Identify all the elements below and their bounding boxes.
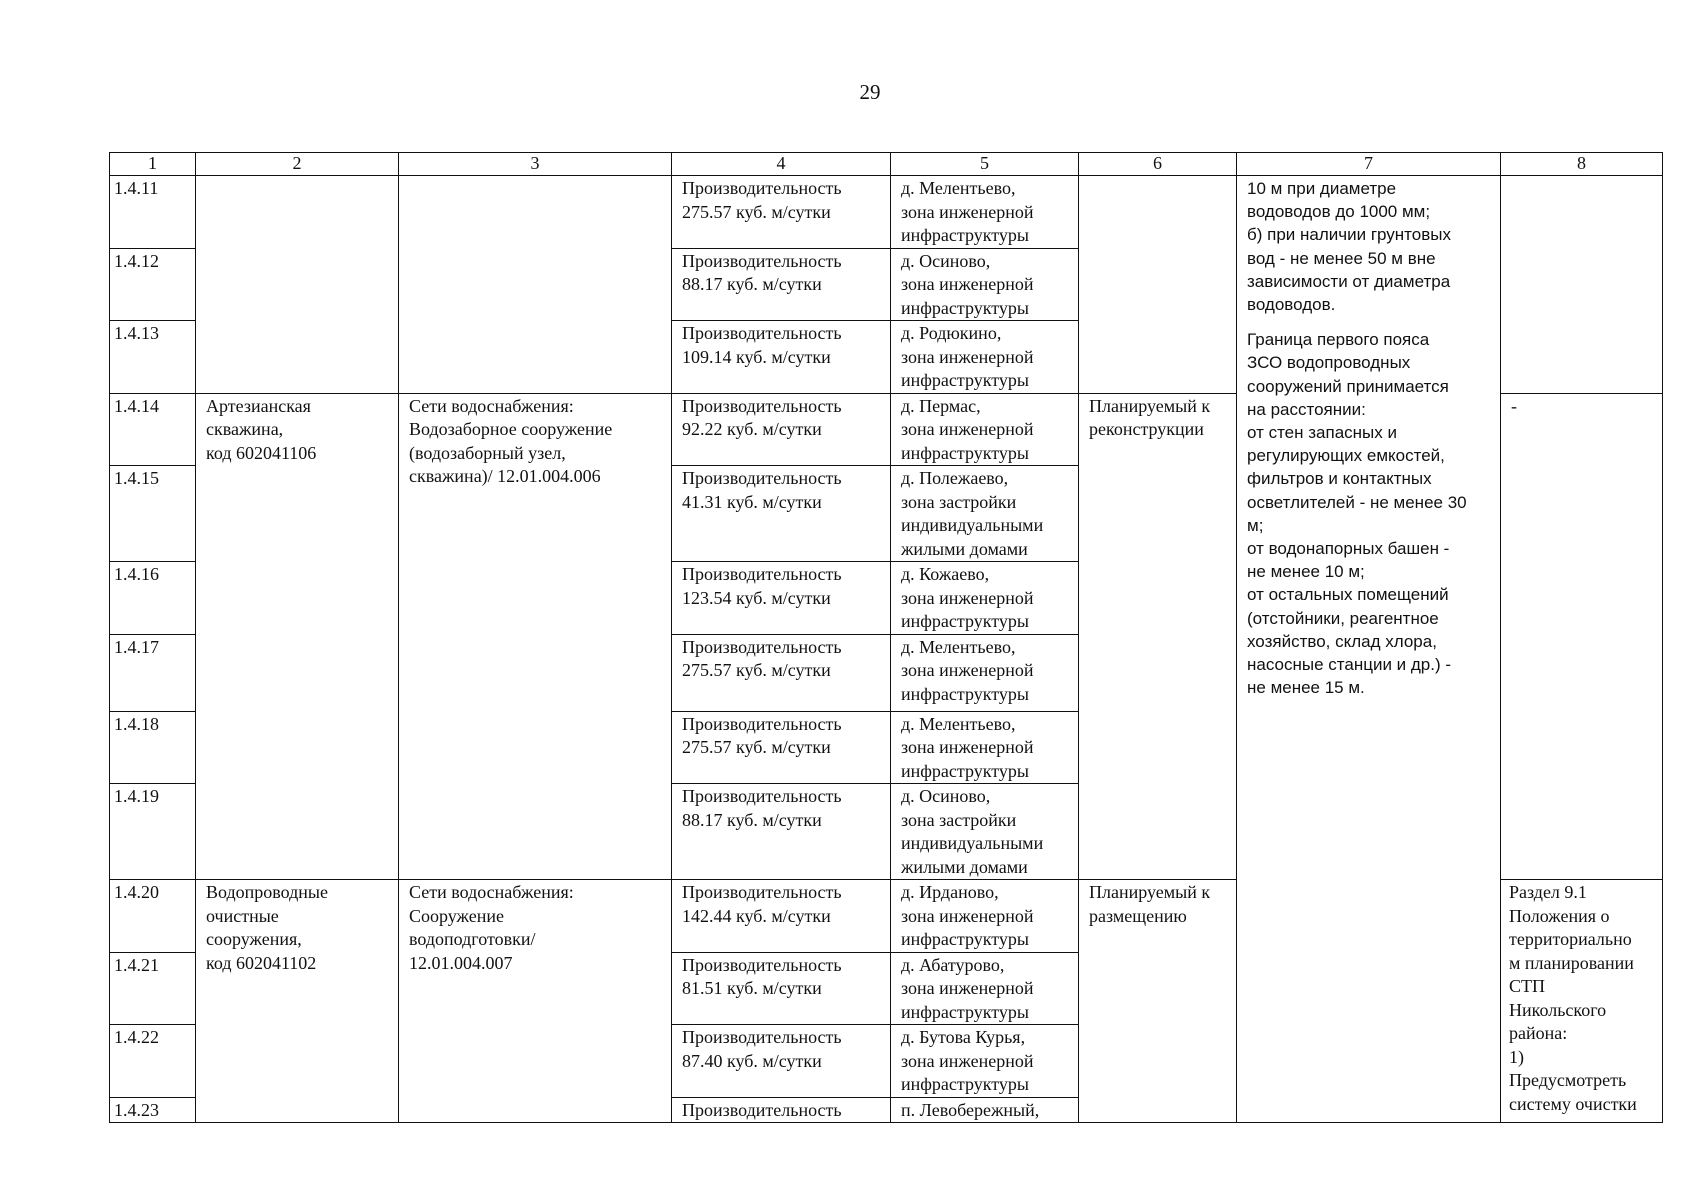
header-cell: 6 xyxy=(1079,153,1237,176)
header-cell: 3 xyxy=(399,153,672,176)
location-cell: д. Бутова Курья, зона инженерной инфраструктуры xyxy=(891,1025,1079,1098)
capacity-cell: Производительность 123.54 куб. м/сутки xyxy=(672,562,891,635)
row-number: 1.4.13 xyxy=(110,321,196,394)
location-cell: д. Мелентьево, зона инженерной инфраструктуры xyxy=(891,176,1079,249)
capacity-cell: Производительность 88.17 куб. м/сутки xyxy=(672,784,891,880)
location-cell: д. Осиново, зона застройки индивидуальными жилыми домами xyxy=(891,784,1079,880)
row-number: 1.4.19 xyxy=(110,784,196,880)
row-number: 1.4.22 xyxy=(110,1025,196,1098)
protection-zone-cell xyxy=(1237,176,1501,1123)
row-number: 1.4.21 xyxy=(110,952,196,1025)
note-cell: Раздел 9.1 Положения о территориально м планировании СТП Никольского района: 1) Предусмотреть систему очистки xyxy=(1501,880,1663,1123)
location-cell: д. Осиново, зона инженерной инфраструктуры xyxy=(891,248,1079,321)
status-cell xyxy=(1079,176,1237,394)
header-cell: 8 xyxy=(1501,153,1663,176)
row-number: 1.4.15 xyxy=(110,466,196,562)
table-row xyxy=(110,176,1663,249)
location-cell: п. Левобережный, xyxy=(891,1097,1079,1123)
header-cell: 4 xyxy=(672,153,891,176)
note-cell xyxy=(1501,176,1663,394)
capacity-cell: Производительность 142.44 куб. м/сутки xyxy=(672,880,891,953)
capacity-cell: Производительность xyxy=(672,1097,891,1123)
location-cell: д. Мелентьево, зона инженерной инфраструктуры xyxy=(891,634,1079,711)
row-number: 1.4.18 xyxy=(110,711,196,784)
status-cell: Планируемый к размещению xyxy=(1079,880,1237,1123)
capacity-cell: Производительность 92.22 куб. м/сутки xyxy=(672,393,891,466)
header-cell: 1 xyxy=(110,153,196,176)
page-number: 29 xyxy=(859,80,881,104)
location-cell: д. Родюкино, зона инженерной инфраструктуры xyxy=(891,321,1079,394)
location-cell: д. Мелентьево, зона инженерной инфраструктуры xyxy=(891,711,1079,784)
row-number: 1.4.11 xyxy=(110,176,196,249)
header-cell: 7 xyxy=(1237,153,1501,176)
row-number: 1.4.12 xyxy=(110,248,196,321)
location-cell: д. Полежаево, зона застройки индивидуальными жилыми домами xyxy=(891,466,1079,562)
row-number: 1.4.23 xyxy=(110,1097,196,1123)
network-cell: Сети водоснабжения: Сооружение водоподготовки/ 12.01.004.007 xyxy=(399,880,672,1123)
location-cell: д. Ирданово, зона инженерной инфраструктуры xyxy=(891,880,1079,953)
capacity-cell: Производительность 275.57 куб. м/сутки xyxy=(672,634,891,711)
status-cell: Планируемый к реконструкции xyxy=(1079,393,1237,880)
note-cell: - xyxy=(1501,393,1663,880)
location-cell: д. Абатурово, зона инженерной инфраструктуры xyxy=(891,952,1079,1025)
location-cell: д. Пермас, зона инженерной инфраструктуры xyxy=(891,393,1079,466)
capacity-cell: Производительность 81.51 куб. м/сутки xyxy=(672,952,891,1025)
row-number: 1.4.20 xyxy=(110,880,196,953)
network-cell: Сети водоснабжения: Водозаборное сооружение (водозаборный узел, скважина)/ 12.01.004.006 xyxy=(399,393,672,880)
header-cell: 5 xyxy=(891,153,1079,176)
location-cell: д. Кожаево, зона инженерной инфраструктуры xyxy=(891,562,1079,635)
facilities-table xyxy=(109,152,1663,1123)
network-cell xyxy=(399,176,672,394)
capacity-cell: Производительность 275.57 куб. м/сутки xyxy=(672,176,891,249)
header-cell: 2 xyxy=(196,153,399,176)
row-number: 1.4.14 xyxy=(110,393,196,466)
zone-text-part2: Граница первого пояса ЗСО водопроводных сооружений принимается на расстоянии: от стен запасных и регулирующих емкостей, фильтров и контактных осветлителей - не менее 30 м; от водонапорных башен - не менее 10 м; от остальных помещений (отстойники, реагентное хозяйство, склад хлора, насосные станции и др.) - не менее 15 м. xyxy=(1247,330,1467,698)
header-row xyxy=(110,153,1663,176)
capacity-cell: Производительность 275.57 куб. м/сутки xyxy=(672,711,891,784)
capacity-cell: Производительность 109.14 куб. м/сутки xyxy=(672,321,891,394)
object-name-cell xyxy=(196,176,399,394)
capacity-cell: Производительность 87.40 куб. м/сутки xyxy=(672,1025,891,1098)
row-number: 1.4.16 xyxy=(110,562,196,635)
zone-text-part1: 10 м при диаметре водоводов до 1000 мм; б) при наличии грунтовых вод - не менее 50 м вне зависимости от диаметра водоводов. xyxy=(1247,179,1451,315)
capacity-cell: Производительность 41.31 куб. м/сутки xyxy=(672,466,891,562)
object-name-cell: Водопроводные очистные сооружения, код 602041102 xyxy=(196,880,399,1123)
row-number: 1.4.17 xyxy=(110,634,196,711)
capacity-cell: Производительность 88.17 куб. м/сутки xyxy=(672,248,891,321)
object-name-cell: Артезианская скважина, код 602041106 xyxy=(196,393,399,880)
